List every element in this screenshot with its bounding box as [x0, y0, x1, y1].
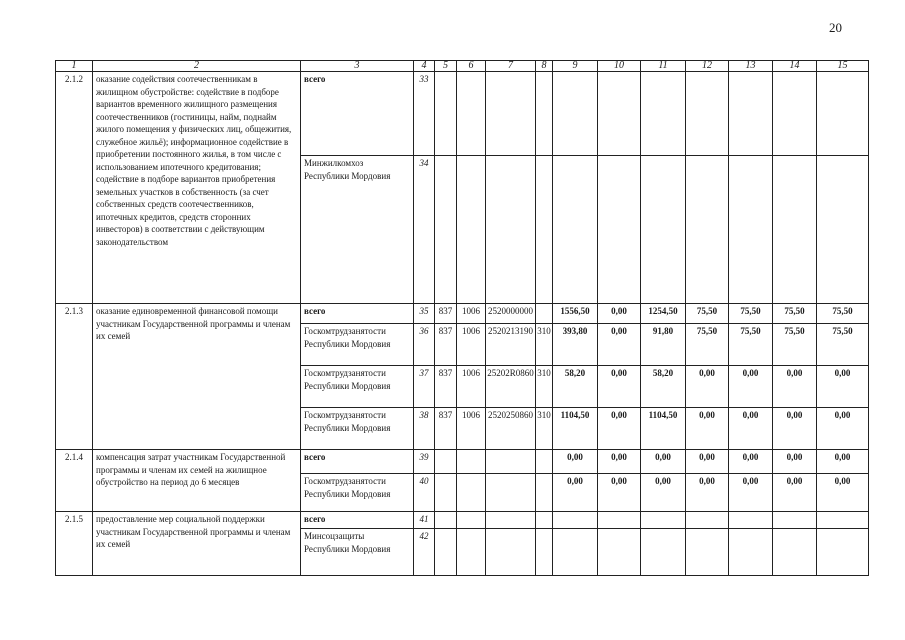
cell-c13: 0,00: [729, 366, 773, 408]
cell-c14: 75,50: [773, 324, 817, 366]
executor-label: Госкомтрудзанятости Республики Мордовия: [304, 476, 391, 499]
cell-c13: [729, 72, 773, 156]
cell-c7: [486, 72, 536, 156]
cell-c7: [486, 450, 536, 474]
column-number-header: [56, 61, 869, 72]
cell-c9: [553, 156, 598, 304]
cell-c10: 0,00: [598, 408, 641, 450]
row-number: 36: [414, 324, 435, 366]
cell-c15: [817, 529, 869, 576]
executor-cell: [301, 408, 414, 450]
cell-c12: 0,00: [686, 474, 729, 512]
cell-c6: [457, 529, 486, 576]
table-row: [56, 72, 869, 156]
cell-c15: [817, 156, 869, 304]
cell-c5: 837: [435, 366, 457, 408]
row-number: 42: [414, 529, 435, 576]
row-number: 37: [414, 366, 435, 408]
cell-c5: [435, 512, 457, 529]
cell-c13: [729, 156, 773, 304]
cell-c11: [641, 529, 686, 576]
executor-cell: [301, 366, 414, 408]
column-number-11: 11: [641, 61, 686, 72]
cell-c11: 0,00: [641, 450, 686, 474]
cell-c11: [641, 156, 686, 304]
cell-c12: 0,00: [686, 408, 729, 450]
cell-c10: 0,00: [598, 304, 641, 324]
cell-c15: 0,00: [817, 450, 869, 474]
item-description: компенсация затрат участникам Государственной программы и членам их семей на жилищное обустройство на период до 6 месяцев: [93, 450, 301, 512]
cell-c11: [641, 72, 686, 156]
cell-c14: 0,00: [773, 450, 817, 474]
cell-c13: [729, 529, 773, 576]
column-number-6: 6: [457, 61, 486, 72]
cell-c14: 0,00: [773, 366, 817, 408]
cell-c15: 0,00: [817, 408, 869, 450]
item-number: 2.1.2: [56, 72, 93, 304]
executor-cell: [301, 512, 414, 529]
cell-c9: 58,20: [553, 366, 598, 408]
column-number-9: 9: [553, 61, 598, 72]
executor-cell: [301, 474, 414, 512]
row-number: 40: [414, 474, 435, 512]
executor-cell: [301, 156, 414, 304]
cell-c7: [486, 156, 536, 304]
executor-label: Госкомтрудзанятости Республики Мордовия: [304, 368, 391, 391]
item-number: 2.1.5: [56, 512, 93, 576]
cell-c9: 0,00: [553, 450, 598, 474]
cell-c9: 393,80: [553, 324, 598, 366]
cell-c12: [686, 156, 729, 304]
cell-c8: [536, 474, 553, 512]
cell-c11: 91,80: [641, 324, 686, 366]
executor-label: всего: [304, 74, 326, 84]
column-number-13: 13: [729, 61, 773, 72]
row-number: 34: [414, 156, 435, 304]
cell-c14: 75,50: [773, 304, 817, 324]
cell-c6: 1006: [457, 366, 486, 408]
cell-c5: [435, 529, 457, 576]
cell-c14: [773, 512, 817, 529]
cell-c9: [553, 529, 598, 576]
item-description: оказание единовременной финансовой помощи участникам Государственной программы и членам их семей: [93, 304, 301, 450]
cell-c13: 0,00: [729, 474, 773, 512]
executor-label: Минжилкомхоз Республики Мордовия: [304, 158, 391, 181]
cell-c9: [553, 72, 598, 156]
cell-c5: [435, 450, 457, 474]
cell-c12: 0,00: [686, 366, 729, 408]
cell-c6: 1006: [457, 408, 486, 450]
cell-c6: [457, 512, 486, 529]
cell-c7: 2520213190: [486, 324, 536, 366]
executor-label: всего: [304, 306, 326, 316]
cell-c9: 0,00: [553, 474, 598, 512]
row-number: 33: [414, 72, 435, 156]
column-number-1: 1: [56, 61, 93, 72]
cell-c14: [773, 156, 817, 304]
cell-c10: [598, 156, 641, 304]
cell-c8: [536, 512, 553, 529]
cell-c5: 837: [435, 324, 457, 366]
table-row: [56, 304, 869, 324]
cell-c6: [457, 450, 486, 474]
cell-c10: [598, 529, 641, 576]
cell-c7: 2520000000: [486, 304, 536, 324]
cell-c12: 75,50: [686, 304, 729, 324]
column-number-4: 4: [414, 61, 435, 72]
executor-label: всего: [304, 452, 326, 462]
cell-c13: 0,00: [729, 450, 773, 474]
cell-c6: [457, 474, 486, 512]
cell-c11: [641, 512, 686, 529]
cell-c6: [457, 156, 486, 304]
cell-c14: 0,00: [773, 474, 817, 512]
cell-c15: 75,50: [817, 324, 869, 366]
cell-c15: 75,50: [817, 304, 869, 324]
cell-c10: [598, 72, 641, 156]
cell-c8: 310: [536, 366, 553, 408]
row-number: 41: [414, 512, 435, 529]
table-row: [56, 450, 869, 474]
cell-c7: [486, 529, 536, 576]
cell-c12: [686, 529, 729, 576]
cell-c6: 1006: [457, 324, 486, 366]
cell-c7: [486, 512, 536, 529]
column-number-12: 12: [686, 61, 729, 72]
cell-c7: [486, 474, 536, 512]
column-number-5: 5: [435, 61, 457, 72]
cell-c12: 0,00: [686, 450, 729, 474]
executor-cell: [301, 450, 414, 474]
item-number: 2.1.3: [56, 304, 93, 450]
cell-c15: 0,00: [817, 366, 869, 408]
cell-c5: 837: [435, 408, 457, 450]
cell-c13: [729, 512, 773, 529]
row-number: 38: [414, 408, 435, 450]
program-table: [55, 60, 869, 576]
cell-c8: [536, 72, 553, 156]
cell-c8: [536, 450, 553, 474]
cell-c14: 0,00: [773, 408, 817, 450]
cell-c6: 1006: [457, 304, 486, 324]
cell-c8: 310: [536, 324, 553, 366]
cell-c14: [773, 72, 817, 156]
cell-c7: 2520250860: [486, 408, 536, 450]
cell-c5: [435, 156, 457, 304]
page-number: 20: [829, 20, 842, 35]
cell-c11: 58,20: [641, 366, 686, 408]
cell-c15: 0,00: [817, 474, 869, 512]
cell-c10: 0,00: [598, 366, 641, 408]
executor-cell: [301, 304, 414, 324]
column-number-10: 10: [598, 61, 641, 72]
cell-c10: [598, 512, 641, 529]
cell-c6: [457, 72, 486, 156]
cell-c11: 0,00: [641, 474, 686, 512]
column-number-8: 8: [536, 61, 553, 72]
row-number: 35: [414, 304, 435, 324]
column-number-3: 3: [301, 61, 414, 72]
cell-c13: 75,50: [729, 304, 773, 324]
executor-label: Минсоцзащиты Республики Мордовия: [304, 531, 391, 554]
cell-c14: [773, 529, 817, 576]
item-description: оказание содействия соотечественникам в жилищном обустройстве: содействие в подборе вариантов временного жилищного размещения соотечественников (гостиницы, найм, поднайм жилого помещения у физических лиц, общежития, служебное жильё); информационное содействие в приобретении постоянного жилья, в том числе с использованием ипотечного кредитования; содействие в подборе вариантов приобретения земельных участков в собственность (за счет собственных средств соотечественников, ипотечных кредитов, средств сторонних инвесторов) в соответствии с действующим законодательством: [93, 72, 301, 304]
column-number-7: 7: [486, 61, 536, 72]
column-number-14: 14: [773, 61, 817, 72]
table-row: [56, 512, 869, 529]
cell-c12: [686, 512, 729, 529]
cell-c10: 0,00: [598, 474, 641, 512]
row-number: 39: [414, 450, 435, 474]
cell-c5: [435, 72, 457, 156]
executor-label: Госкомтрудзанятости Республики Мордовия: [304, 410, 391, 433]
cell-c8: 310: [536, 408, 553, 450]
column-number-2: 2: [93, 61, 301, 72]
cell-c8: [536, 156, 553, 304]
item-number: 2.1.4: [56, 450, 93, 512]
cell-c8: [536, 529, 553, 576]
cell-c11: 1104,50: [641, 408, 686, 450]
cell-c12: 75,50: [686, 324, 729, 366]
cell-c13: 0,00: [729, 408, 773, 450]
cell-c11: 1254,50: [641, 304, 686, 324]
executor-cell: [301, 72, 414, 156]
cell-c5: 837: [435, 304, 457, 324]
cell-c12: [686, 72, 729, 156]
cell-c10: 0,00: [598, 324, 641, 366]
cell-c5: [435, 474, 457, 512]
cell-c13: 75,50: [729, 324, 773, 366]
cell-c15: [817, 72, 869, 156]
column-number-15: 15: [817, 61, 869, 72]
executor-label: Госкомтрудзанятости Республики Мордовия: [304, 326, 391, 349]
cell-c15: [817, 512, 869, 529]
cell-c8: [536, 304, 553, 324]
cell-c10: 0,00: [598, 450, 641, 474]
cell-c9: [553, 512, 598, 529]
executor-cell: [301, 324, 414, 366]
cell-c7: 25202R0860: [486, 366, 536, 408]
cell-c9: 1556,50: [553, 304, 598, 324]
cell-c9: 1104,50: [553, 408, 598, 450]
executor-label: всего: [304, 514, 326, 524]
executor-cell: [301, 529, 414, 576]
item-description: предоставление мер социальной поддержки участникам Государственной программы и членам их семей: [93, 512, 301, 576]
